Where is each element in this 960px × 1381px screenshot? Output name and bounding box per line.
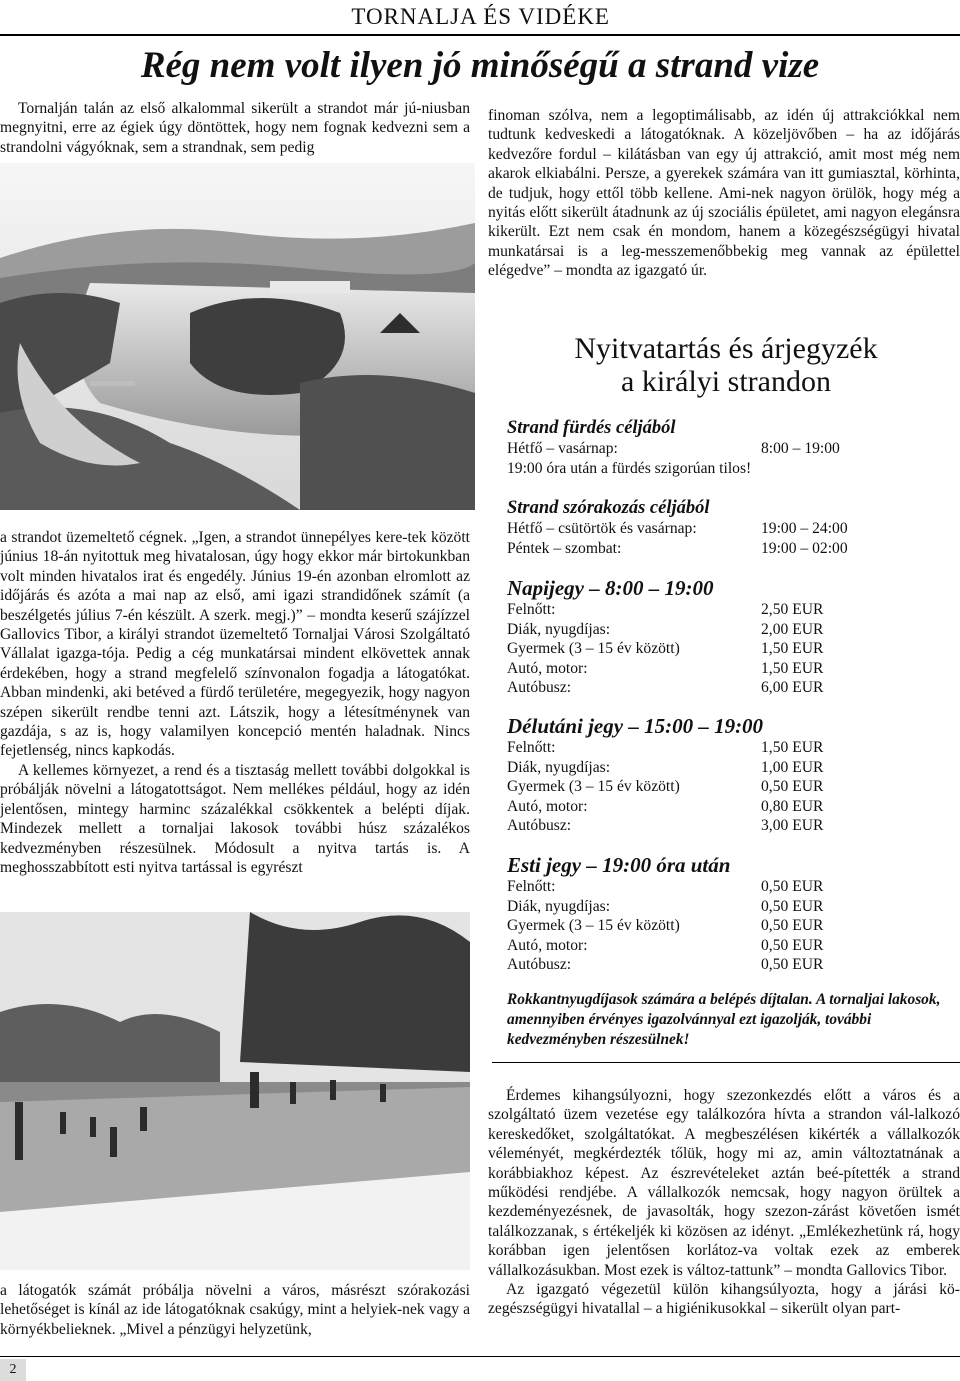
header-rule: [0, 34, 960, 36]
footer-rule: [0, 1356, 960, 1357]
section-header: TORNALJA ÉS VIDÉKE: [351, 4, 610, 29]
price-value: 1,50 EUR: [761, 640, 824, 658]
paragraph: finoman szólva, nem a legoptimálisabb, az idén új attrakciókkal nem tudtunk kedveskedi a látogatóknak. A közeljövőben – ha az időjárás kedvezőre fordul – kilátásban van egy új attrakció, amit most még nem akarok elkiabálni. Persze, a gyerekek számára van itt gumiasztal, körhinta, de tudjuk, hogy ettől több kellene. Ami-nek nagyon örülök, hogy még a nyitás előtt sikerült átadnunk az új szociális épületet, ami nagyon elegánsra kikerült. Ezt nem csak én mondom, hanem a közegészségügyi hivatal munkatársai is a leg-messzemenőbbekig meg vannak az épülettel elégedve” – mondta az igazgató úr.: [488, 107, 960, 280]
price-row: [507, 620, 947, 640]
price-value: 0,50 EUR: [761, 936, 824, 954]
price-label: Diák, nyugdíjas:: [507, 897, 611, 915]
price-label: Autó, motor:: [507, 659, 588, 677]
price-row: [507, 877, 947, 897]
pool-photo: [0, 912, 470, 1270]
hours-value: 8:00 – 19:00: [761, 440, 840, 457]
price-value: 0,50 EUR: [761, 897, 824, 915]
bathing-section: [507, 417, 947, 478]
price-row: [507, 936, 947, 956]
price-label: Autóbusz:: [507, 817, 572, 835]
price-row: [507, 816, 947, 836]
col1-top-text: [0, 99, 470, 157]
pricebox-divider: [492, 1062, 960, 1063]
price-value: 3,00 EUR: [761, 817, 824, 835]
price-row: [507, 659, 947, 679]
price-row: [507, 678, 947, 698]
price-row: [507, 738, 947, 758]
price-value: 2,00 EUR: [761, 620, 824, 638]
price-value: 0,50 EUR: [761, 878, 824, 895]
price-label: Diák, nyugdíjas:: [507, 620, 611, 638]
paragraph: a látogatók számát próbálja növelni a város, másrészt szórakozási lehetőséget is kínál az ide látogatóknak csakúgy, mint a helyiek-nek vagy a környékbelieknek. „Mivel a pénzügyi helyzetünk,: [0, 1282, 470, 1338]
price-label: Felnőtt:: [507, 739, 556, 756]
paragraph: Tornalján talán az első alkalommal sikerült a strandot már jú-niusban megnyitni, erre az égiek úgy döntöttek, hogy nem fognak kedvezni sem a strandolni vágyóknak, sem a strandnak, sem pedig: [0, 100, 470, 156]
price-label: Gyermek (3 – 15 év között): [507, 778, 680, 796]
price-label: Autó, motor:: [507, 797, 588, 815]
price-value: 2,50 EUR: [761, 601, 824, 618]
fun-heading: Strand szórakozás céljából: [507, 498, 710, 518]
price-row: [507, 916, 947, 936]
evening-ticket-section: [507, 853, 947, 975]
hours-label: Péntek – szombat:: [507, 539, 622, 557]
price-value: 0,50 EUR: [761, 956, 824, 974]
paragraph: A kellemes környezet, a rend és a tisztaság mellett további dolgokkal is próbálják növelni a látogatottságot. Nem mellékes például, hogy az idén jelentősen, mintegy harminc százalékkal csökkentek a belépti díjak. Mindezek mellett a tornaljai lakosok további húsz százalékos kedvezményben részesülnek. Módosult a nyitva tartás is. A meghosszabbított esti nyitva tartással is egyrészt: [0, 761, 470, 876]
price-label: Diák, nyugdíjas:: [507, 758, 611, 776]
pricebox-footnote: Rokkantnyugdíjasok számára a belépés díjtalan. A tornaljai lakosok, amennyiben érvényes igazolvánnyal ezt igazolják, további kedvezményben részesülnek!: [507, 991, 941, 1048]
price-value: 1,50 EUR: [761, 659, 824, 677]
headline: Rég nem volt ilyen jó minőségű a strand vize: [140, 45, 820, 86]
price-row: [507, 758, 947, 778]
pricebox-title-line2: a királyi strandon: [621, 365, 831, 398]
price-value: 0,50 EUR: [761, 778, 824, 796]
fun-section: [507, 497, 947, 558]
ticket-heading: Esti jegy – 19:00 óra után: [507, 853, 731, 877]
hours-row: [507, 439, 947, 459]
day-ticket-section: [507, 576, 947, 698]
col1-mid-text: [0, 528, 470, 877]
bathing-note: 19:00 óra után a fürdés szigorúan tilos!: [507, 459, 752, 477]
price-value: 6,00 EUR: [761, 679, 824, 697]
col1-bottom-text: [0, 1281, 470, 1339]
paragraph: Az igazgató végezetül külön kihangsúlyozta, hogy a járási kö-zegészségügyi hivatallal – a higiénikusokkal – sikerült olyan part-: [488, 1281, 960, 1318]
price-value: 0,80 EUR: [761, 797, 824, 815]
price-row: [507, 897, 947, 917]
lake-photo: [0, 163, 475, 510]
price-label: Gyermek (3 – 15 év között): [507, 917, 680, 935]
hours-value: 19:00 – 02:00: [761, 539, 848, 557]
price-label: Felnőtt:: [507, 601, 556, 618]
price-value: 0,50 EUR: [761, 917, 824, 935]
paragraph: Érdemes kihangsúlyozni, hogy szezonkezdés előtt a város és a szolgáltató üzem vezetése egy találkozóra hívta a strandon vál-lalkozó kereskedőket, szolgáltatókat. A megbeszélésen kikérték a vállalkozók véleményét, megkérdezték tőlük, hogy mi az, amin változtatnának a korábbiakhoz képest. Az észrevételeket aztán beé-pítették a strand működési rendjébe. A vállalkozók nemcsak, hogy nagyon örültek a kezdeményezésnek, de javasolták, hogy szezon-zárást követően ismét találkozzanak, s értékeljék ki közösen az idényt. „Emlékezhetünk rá, hogy korábban igen jelentősen korlátoz-va voltak ezek az emberek vállalkozásukban. Most ezek is változ-tattunk” – mondta Gallovics Tibor.: [488, 1087, 960, 1279]
price-label: Felnőtt:: [507, 878, 556, 895]
page-number: 2: [0, 1359, 26, 1381]
hours-label: Hétfő – csütörtök és vasárnap:: [507, 520, 697, 537]
price-row: [507, 777, 947, 797]
price-label: Autóbusz:: [507, 956, 572, 974]
price-row: [507, 797, 947, 817]
price-value: 1,50 EUR: [761, 739, 824, 756]
hours-label: Hétfő – vasárnap:: [507, 440, 618, 457]
price-row: [507, 639, 947, 659]
hours-row: [507, 539, 947, 559]
price-label: Autó, motor:: [507, 936, 588, 954]
ticket-heading: Délutáni jegy – 15:00 – 19:00: [507, 714, 764, 738]
price-row: [507, 955, 947, 975]
afternoon-ticket-section: [507, 714, 947, 836]
price-label: Gyermek (3 – 15 év között): [507, 640, 680, 658]
hours-row: [507, 519, 947, 539]
pricebox-title-line1: Nyitvatartás és árjegyzék: [574, 332, 878, 365]
col2-bottom-text: [488, 1086, 960, 1319]
pricebox-title: [492, 332, 960, 398]
price-value: 1,00 EUR: [761, 758, 824, 776]
hours-value: 19:00 – 24:00: [761, 520, 848, 537]
col2-top-text: [488, 106, 960, 281]
price-row: [507, 600, 947, 620]
paragraph: a strandot üzemeltető cégnek. „Igen, a strandot ünnepélyes kere-tek között június 18-án nyitottuk meg hivatalosan, úgy hogy ekkor már birtokunkban volt minden hivatalos irat és engedély. Június 19-én azonban elromlott az időjárás és azóta a mai nap az első, ami igazi strandidőnek számít (a beszélgetés július 7-én készült. A szerk. megj.)” – mondta keserű szájízzel Gallovics Tibor, a királyi strandot üzemeltető Tornaljai Városi Szolgáltató Vállalat igazga-tója. Pedig a cég munkatársai mindent elkövettek annak érdekében, hogy a strand megfelelő színvonalon fogadja a látogatókat. Abban mindenki, aki betéved a fürdő területére, megegyezik, hogy nagyon szépen sikerült rendbe tenni azt. Látszik, hogy a létesítménynek van gazdája, s az is, hogy valamilyen koncepció mentén haladnak. Nincs fejetlenség, nincs kapkodás.: [0, 529, 470, 760]
ticket-heading: Napijegy – 8:00 – 19:00: [507, 576, 714, 600]
price-label: Autóbusz:: [507, 679, 572, 697]
bathing-heading: Strand fürdés céljából: [507, 418, 676, 438]
